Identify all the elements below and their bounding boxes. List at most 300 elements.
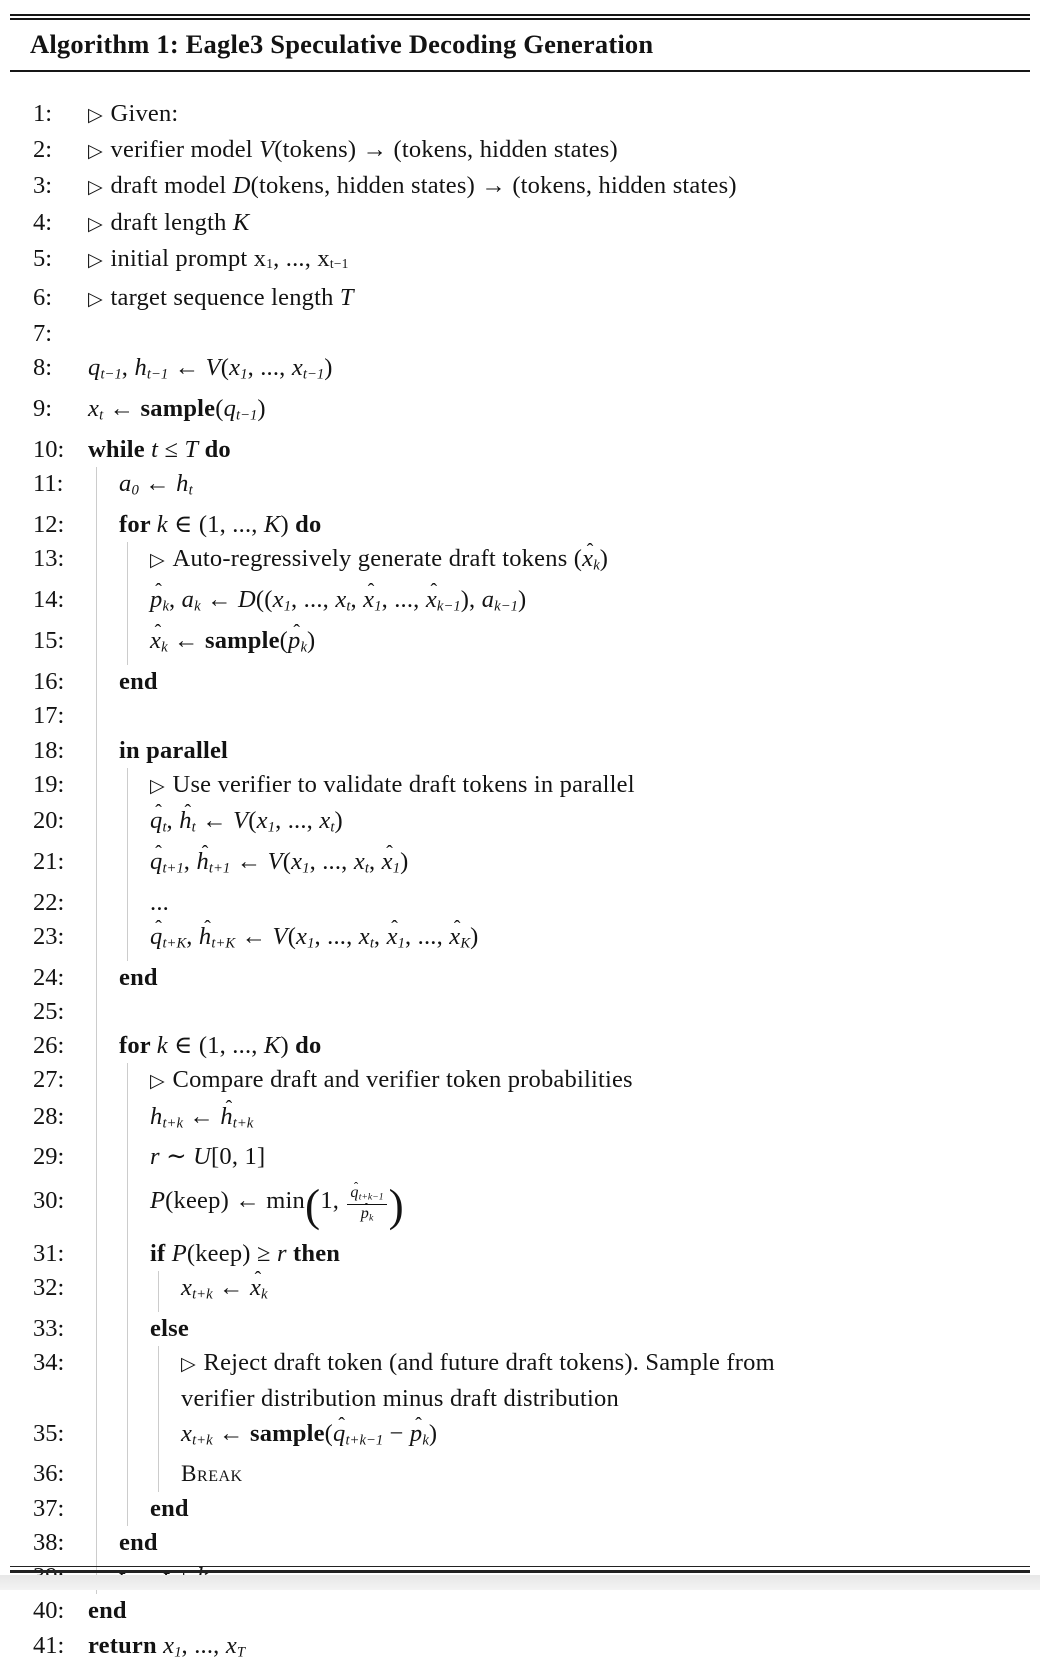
text-run: ): [280, 511, 295, 538]
text-run: h ˆ: [196, 850, 208, 875]
text-run: −: [383, 1420, 410, 1447]
algorithm-line-35: [10, 1417, 1030, 1458]
text-run: 0: [131, 483, 138, 499]
text-run: sample: [205, 627, 280, 654]
indent-guide: [127, 1312, 128, 1346]
text-run: t+k: [192, 1287, 213, 1303]
text-run: t: [162, 820, 166, 836]
text-run: T: [237, 1644, 245, 1660]
text-run: k−1: [437, 599, 461, 615]
text-run: t−1: [303, 367, 324, 383]
text-run: then: [293, 1240, 340, 1267]
algorithm-line-continuation: [10, 1382, 1030, 1416]
indent-guide: [127, 804, 128, 845]
text-run: do: [295, 1032, 321, 1059]
algorithm-line-32: [10, 1271, 1030, 1312]
algorithm-line-2: [10, 133, 1030, 169]
indent-guide: [127, 1271, 128, 1312]
line-content: [88, 97, 178, 133]
text-run: ): [389, 1180, 404, 1230]
text-run: ←: [201, 586, 238, 613]
text-run: , ...,: [182, 1632, 226, 1659]
indent-guide: [127, 1457, 128, 1491]
text-run: r: [277, 1240, 287, 1267]
line-number: 37:: [10, 1492, 88, 1526]
indent-guide: [127, 1140, 128, 1174]
text-run: ): [470, 923, 478, 950]
line-content: [150, 1184, 404, 1224]
line-content: [150, 1492, 189, 1526]
algorithm-line-37: [10, 1492, 1030, 1526]
text-run: ←: [168, 627, 205, 654]
line-number: 18:: [10, 734, 88, 768]
indent-guide: [127, 1100, 128, 1141]
algorithm-line-17: [10, 699, 1030, 733]
line-content: [181, 1457, 243, 1491]
text-run: t+K: [211, 936, 235, 952]
text-run: , ...,: [314, 923, 358, 950]
text-run: x: [291, 848, 302, 875]
text-run: t+k−1: [345, 1432, 383, 1448]
algorithm-line-12: [10, 508, 1030, 542]
text-run: q ˆ: [333, 1422, 345, 1447]
text-run: p ˆ: [288, 629, 300, 654]
indent-guide: [127, 1382, 128, 1416]
algorithm-line-30: [10, 1175, 1030, 1237]
text-run: ): [518, 586, 526, 613]
line-number: 28:: [10, 1100, 88, 1134]
indent-guide: [96, 508, 97, 542]
indent-guide: [96, 961, 97, 995]
text-run: 1: [398, 936, 405, 952]
text-run: p ˆ: [361, 1206, 369, 1222]
text-run: V: [273, 923, 288, 950]
indent-guide: [96, 845, 97, 886]
text-run: t: [189, 483, 193, 499]
text-run: t+k−1: [359, 1192, 384, 1203]
text-run: ,: [369, 848, 382, 875]
indent-guide: [158, 1417, 159, 1458]
text-run: k: [369, 1212, 373, 1223]
line-content: [150, 542, 608, 583]
line-content: [119, 961, 158, 995]
text-run: (: [305, 1180, 320, 1230]
text-run: 1: [307, 936, 314, 952]
text-run: (: [283, 848, 291, 875]
text-run: ): [280, 1032, 295, 1059]
line-number: 23:: [10, 920, 88, 954]
indent-guide: [127, 1492, 128, 1526]
line-content: [150, 1063, 633, 1099]
text-run: 1: [240, 367, 247, 383]
text-run: 1: [268, 820, 275, 836]
text-run: ...: [150, 889, 169, 916]
text-run: ∼: [160, 1143, 193, 1170]
indent-guide: [96, 1237, 97, 1271]
text-run: V: [206, 354, 221, 381]
line-number: 3:: [10, 169, 88, 203]
text-run: Compare draft and verifier token probabilities: [173, 1066, 633, 1093]
text-run: sample: [141, 395, 216, 422]
text-run: x ˆ: [426, 588, 437, 613]
text-run: ∈ (1, ...,: [168, 1032, 264, 1059]
line-number: 22:: [10, 886, 88, 920]
line-number: 41:: [10, 1629, 88, 1663]
text-run: x: [335, 586, 346, 613]
line-content: [88, 281, 354, 317]
text-run: [0, 1]: [211, 1143, 265, 1170]
indent-guide: [127, 583, 128, 624]
text-run: (tokens) → (tokens, hidden states): [274, 136, 618, 163]
line-content: [150, 768, 635, 804]
comment-triangle-icon: ▷: [150, 550, 165, 571]
text-run: q: [88, 354, 100, 381]
line-number: 4:: [10, 206, 88, 240]
indent-guide: [96, 734, 97, 768]
text-run: do: [295, 511, 321, 538]
text-run: D: [238, 586, 256, 613]
comment-triangle-icon: ▷: [181, 1354, 196, 1375]
algorithm-line-13: [10, 542, 1030, 583]
text-run: a: [182, 586, 194, 613]
text-run: x: [354, 848, 365, 875]
line-number: 1:: [10, 97, 88, 131]
comment-triangle-icon: ▷: [88, 105, 103, 126]
indent-guide: [127, 624, 128, 665]
text-run: ): [257, 395, 265, 422]
line-number: 26:: [10, 1029, 88, 1063]
indent-guide: [96, 1346, 97, 1382]
text-run: q: [224, 395, 236, 422]
text-run: draft length: [111, 209, 233, 236]
text-run: k−1: [494, 599, 518, 615]
text-run: ≤: [158, 436, 184, 463]
text-run: Use verifier to validate draft tokens in parallel: [173, 771, 635, 798]
text-run: k: [161, 640, 168, 656]
line-content: [88, 133, 618, 169]
text-run: , ...,: [275, 807, 319, 834]
algorithm-line-29: [10, 1140, 1030, 1174]
indent-guide: [158, 1457, 159, 1491]
text-run: x: [257, 807, 268, 834]
algorithm-line-3: [10, 169, 1030, 205]
text-run: t+K: [162, 936, 186, 952]
text-run: t: [151, 436, 158, 463]
indent-guide: [96, 768, 97, 804]
text-run: , ...,: [291, 586, 335, 613]
algorithm-line-25: [10, 995, 1030, 1029]
text-run: P: [150, 1187, 165, 1214]
text-run: q ˆ: [150, 850, 162, 875]
text-run: k: [300, 640, 307, 656]
text-run: Break: [181, 1461, 243, 1487]
text-run: end: [119, 1529, 158, 1556]
line-content: [150, 1140, 265, 1174]
text-run: t: [330, 820, 334, 836]
text-run: k: [162, 599, 169, 615]
indent-guide: [96, 1175, 97, 1237]
text-run: , ..., x: [273, 245, 330, 272]
text-run: draft model: [111, 172, 233, 199]
text-run: t: [346, 599, 350, 615]
text-run: x: [359, 923, 370, 950]
line-content: [181, 1382, 619, 1416]
indent-guide: [96, 542, 97, 583]
text-run: ←: [213, 1274, 250, 1301]
footer-band: [0, 1575, 1040, 1590]
indent-guide: [127, 845, 128, 886]
indent-guide: [96, 804, 97, 845]
algorithm-line-23: [10, 920, 1030, 961]
text-run: ): [600, 545, 608, 572]
text-run: ∈ (1, ...,: [168, 511, 264, 538]
text-run: (keep) ≥: [187, 1240, 277, 1267]
line-number: 34:: [10, 1346, 88, 1380]
text-run: r: [150, 1143, 160, 1170]
indent-guide: [96, 583, 97, 624]
text-run: (tokens, hidden states) → (tokens, hidden states): [251, 172, 737, 199]
text-run: t: [99, 408, 103, 424]
line-content: [150, 845, 408, 886]
line-content: [150, 804, 343, 845]
algorithm-line-24: [10, 961, 1030, 995]
algorithm-line-21: [10, 845, 1030, 886]
text-run: x ˆ: [363, 588, 374, 613]
text-run: ←: [196, 807, 233, 834]
line-number: 13:: [10, 542, 88, 576]
indent-guide: [96, 886, 97, 920]
indent-guide: [96, 995, 97, 1029]
line-number: 40:: [10, 1594, 88, 1628]
text-run: Auto-regressively generate draft tokens (: [173, 545, 583, 572]
text-run: end: [119, 964, 158, 991]
algorithm-line-11: [10, 467, 1030, 508]
comment-triangle-icon: ▷: [88, 250, 103, 271]
algorithm-line-9: [10, 392, 1030, 433]
line-content: [181, 1271, 268, 1312]
algorithm-line-6: [10, 281, 1030, 317]
line-number: 14:: [10, 583, 88, 617]
text-run: initial prompt x: [111, 245, 267, 272]
text-run: x: [181, 1274, 192, 1301]
indent-guide: [96, 1526, 97, 1560]
indent-guide: [96, 624, 97, 665]
line-content: [119, 1029, 321, 1063]
text-run: ,: [122, 354, 135, 381]
text-run: x ˆ: [449, 925, 460, 950]
text-run: x: [226, 1632, 237, 1659]
text-run: t−1: [100, 367, 121, 383]
text-run: sample: [250, 1420, 325, 1447]
indent-guide: [127, 920, 128, 961]
text-run: q ˆ: [350, 1185, 358, 1201]
text-run: t−1: [236, 408, 257, 424]
algorithm-line-26: [10, 1029, 1030, 1063]
algorithm-line-22: [10, 886, 1030, 920]
line-content: [88, 242, 349, 281]
text-run: K: [233, 209, 250, 236]
text-run: if: [150, 1240, 172, 1267]
text-run: (: [288, 923, 296, 950]
text-run: for: [119, 1032, 157, 1059]
algorithm-line-33: [10, 1312, 1030, 1346]
comment-triangle-icon: ▷: [150, 1071, 165, 1092]
text-run: , ...,: [405, 923, 449, 950]
line-number: 38:: [10, 1526, 88, 1560]
text-run: a: [482, 586, 494, 613]
text-run: V: [233, 807, 248, 834]
text-run: h ˆ: [179, 809, 191, 834]
text-run: , ...,: [310, 848, 354, 875]
algorithm-line-4: [10, 206, 1030, 242]
page: [0, 14, 1040, 1590]
text-run: t: [370, 936, 374, 952]
text-run: ,: [186, 923, 199, 950]
text-run: x: [273, 586, 284, 613]
line-content: [150, 624, 315, 665]
text-run: ,: [167, 807, 180, 834]
text-run: 1: [393, 860, 400, 876]
text-run: verifier model: [111, 136, 260, 163]
text-run: k: [422, 1432, 429, 1448]
line-number: 30:: [10, 1184, 88, 1218]
text-run: 1: [302, 860, 309, 876]
algorithm-line-16: [10, 665, 1030, 699]
line-content: [150, 583, 526, 624]
line-content: [119, 665, 158, 699]
indent-guide: [96, 699, 97, 733]
line-content: [88, 392, 266, 433]
line-number: 10:: [10, 433, 88, 467]
text-run: k: [157, 511, 168, 538]
text-run: ←: [230, 848, 267, 875]
text-run: Given:: [111, 100, 179, 127]
text-run: ←: [168, 354, 205, 381]
text-run: a: [119, 470, 131, 497]
text-run: ,: [184, 848, 197, 875]
line-number: 2:: [10, 133, 88, 167]
text-run: ,: [350, 586, 363, 613]
text-run: V: [259, 136, 274, 163]
algorithm-line-15: [10, 624, 1030, 665]
line-number: 9:: [10, 392, 88, 426]
indent-guide: [96, 1382, 97, 1416]
indent-guide: [96, 467, 97, 508]
indent-guide: [127, 542, 128, 583]
indent-guide: [96, 1100, 97, 1141]
line-number: 15:: [10, 624, 88, 658]
text-run: (: [325, 1420, 333, 1447]
algorithm-line-1: [10, 97, 1030, 133]
line-number: 27:: [10, 1063, 88, 1097]
text-run: 1: [266, 256, 273, 271]
comment-triangle-icon: ▷: [88, 289, 103, 310]
fraction: [347, 1184, 386, 1224]
algorithm-body: [10, 72, 1030, 1669]
line-content: [88, 351, 333, 392]
text-run: end: [150, 1495, 189, 1522]
text-run: ←: [235, 923, 272, 950]
text-run: D: [233, 172, 251, 199]
line-number: 5:: [10, 242, 88, 276]
text-run: k: [157, 1032, 168, 1059]
indent-guide: [127, 1063, 128, 1099]
text-run: do: [198, 436, 231, 463]
algorithm-line-18: [10, 734, 1030, 768]
line-content: [88, 1594, 127, 1628]
indent-guide: [127, 1417, 128, 1458]
text-run: h: [150, 1103, 162, 1130]
indent-guide: [96, 665, 97, 699]
algorithm-line-38: [10, 1526, 1030, 1560]
line-content: [119, 734, 228, 768]
text-run: x ˆ: [382, 850, 393, 875]
line-content: [150, 1100, 253, 1141]
line-content: [181, 1346, 775, 1382]
text-run: P: [172, 1240, 187, 1267]
text-run: ),: [461, 586, 482, 613]
text-run: q ˆ: [150, 809, 162, 834]
line-content: [150, 920, 479, 961]
text-run: ): [400, 848, 408, 875]
algorithm-line-20: [10, 804, 1030, 845]
text-run: k: [261, 1287, 268, 1303]
text-run: , ...,: [382, 586, 426, 613]
text-run: t: [365, 860, 369, 876]
line-number: 19:: [10, 768, 88, 802]
text-run: p ˆ: [150, 588, 162, 613]
text-run: t+k: [233, 1115, 254, 1131]
comment-triangle-icon: ▷: [88, 177, 103, 198]
text-run: 1: [174, 1644, 181, 1660]
text-run: x: [292, 354, 303, 381]
line-content: [119, 467, 193, 508]
text-run: ←: [213, 1420, 250, 1447]
line-number: 6:: [10, 281, 88, 315]
line-number: 33:: [10, 1312, 88, 1346]
algorithm-line-40: [10, 1594, 1030, 1628]
text-run: while: [88, 436, 151, 463]
algorithm-line-19: [10, 768, 1030, 804]
indent-guide: [96, 1140, 97, 1174]
text-run: 1: [374, 599, 381, 615]
text-run: ): [429, 1420, 437, 1447]
indent-guide: [96, 920, 97, 961]
text-run: return: [88, 1632, 163, 1659]
indent-guide: [96, 1312, 97, 1346]
text-run: ): [324, 354, 332, 381]
text-run: K: [460, 936, 470, 952]
indent-guide: [96, 1457, 97, 1491]
text-run: T: [184, 436, 198, 463]
indent-guide: [158, 1382, 159, 1416]
text-run: h: [176, 470, 188, 497]
text-run: ((: [256, 586, 273, 613]
text-run: h ˆ: [199, 925, 211, 950]
text-run: t−1: [330, 256, 349, 271]
algorithm-line-14: [10, 583, 1030, 624]
line-content: [150, 886, 169, 920]
line-number: 32:: [10, 1271, 88, 1305]
algorithm-line-27: [10, 1063, 1030, 1099]
algorithm-line-10: [10, 433, 1030, 467]
line-content: [88, 433, 231, 467]
text-run: K: [264, 1032, 281, 1059]
text-run: t+k: [162, 1115, 183, 1131]
text-run: x ˆ: [150, 629, 161, 654]
text-run: t: [192, 820, 196, 836]
line-number: 35:: [10, 1417, 88, 1451]
